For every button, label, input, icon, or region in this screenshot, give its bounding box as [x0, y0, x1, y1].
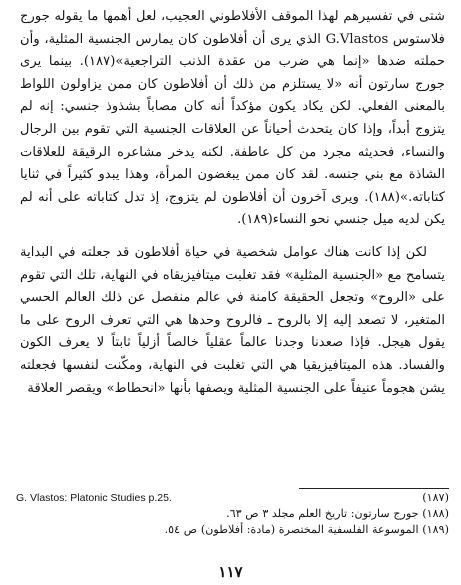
footnotes	[16, 490, 449, 538]
footnote-189	[16, 522, 449, 538]
footnote-divider	[299, 488, 449, 489]
footnote-marker: (١٨٩)	[422, 523, 449, 536]
main-text	[20, 6, 445, 400]
footnote-text: الموسوعة الفلسفية المختصرة (مادة: أفلاطون) ص ٥٤.	[164, 523, 419, 536]
paragraph-2: لكن إذا كانت هناك عوامل شخصية في حياة أفلاطون قد جعلته في البداية يتسامح مع «الجنسية المثلية» فقد تغلبت ميتافيزيقاه في النهاية، تلك التي تقوم على «الروح» وتجعل الحقيقة كامنة في عالم منفصل عن ذلك العالم الحسي المتغير، لا تصعد إليه إلا بالروح ـ فالروح وحدها هي التي تعرف الروح على ما يقول هيجل. فإذا صعدنا وجدنا عالماً عقلياً خالصاً أزلياً ثابتاً لا يعرف الكون والفساد. هذه الميتافيزيقيا هي التي تغلبت في النهاية، ومكّنت لنفسها فجعلته يشن هجوماً عنيفاً على الجنسية المثلية ويصفها بأنها «انحطاط» ويقصر العلاقة	[20, 244, 445, 396]
footnote-latin-reference: G. Vlastos: Platonic Studies p.25.	[16, 492, 172, 504]
footnote-187	[16, 490, 449, 506]
page-number: ١١٧	[218, 563, 243, 581]
footnote-marker: (١٨٧)	[422, 491, 449, 504]
footnote-188	[16, 506, 449, 522]
footnote-text: جورج سارتون: تاريخ العلم مجلد ٣ ص ٦٣.	[226, 507, 419, 520]
footnote-marker: (١٨٨)	[422, 507, 449, 520]
paragraph-1: شتى في تفسيرهم لهذا الموقف الأفلاطوني العجيب، لعل أهمها ما يقوله جورج فلاستوس G.Vlastos الذي يرى أن أفلاطون كان يمارس الجنسية المثلية، وأن حملته ضدها «إنما هي ضرب من عقدة الذنب التراجعية»(١٨٧). بينما يرى جورج سارتون أنه «لا يستلزم من ذلك أن أفلاطون كان ممن يزاولون اللواط بالمعنى الفعلي. لكن يكاد يكون مؤكداً أنه كان مصاباً بشذوذ جنسي: إنه لم يتزوج أبداً، وإذا كان يتحدث أحياناً عن العلاقات الجنسية التي تقوم بين الرجال والنساء، فحديثه مجرد من كل عاطفة. لكنه يدخر مشاعره الرقيقة للعلاقات الشاذة مع بني جنسه. لقد كان ممن يبغضون المرأة، وهذا يبدو كثيراً في ثنايا كتاباته.»(١٨٨). ويرى آخرون أن أفلاطون لم يتزوج، إذ تدل كتاباته على أنه لم يكن لديه ميل جنسي نحو النساء(١٨٩).	[20, 9, 446, 228]
